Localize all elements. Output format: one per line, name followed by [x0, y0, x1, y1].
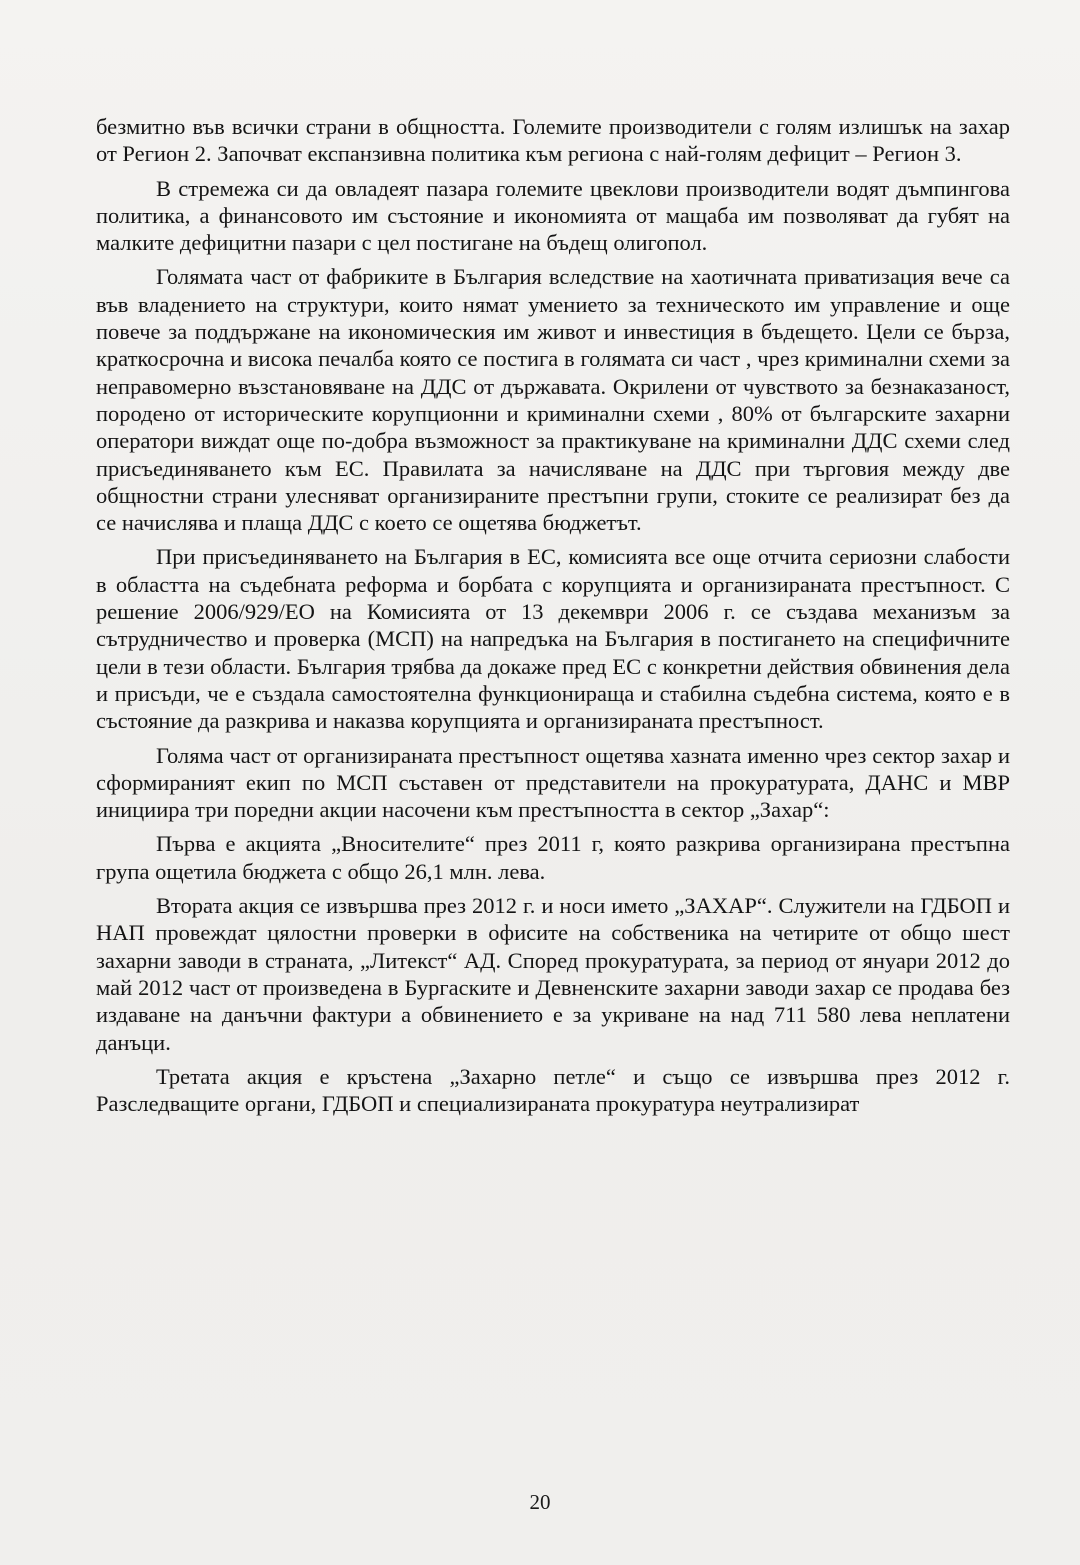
page-number: 20: [529, 1490, 551, 1514]
paragraph-third-action: Третата акция е кръстена „Захарно петле“ и също се извършва през 2012 г. Разследващите органи, ГДБОП и специализираната прокуратура неутрализират: [96, 1063, 1010, 1117]
paragraph-privatization: Голямата част от фабриките в България вследствие на хаотичната приватизация вече са във владението на структури, които нямат умението за техническото им управление и още повече за поддържане на икономическия им живот и инвестиция в бъдещето. Цели се бърза, краткосрочна и висока печалба която се постига в голямата си част , чрез криминални схеми за неправомерно възстановяване на ДДС от държавата. Окрилени от чувството за безнаказаност, породено от историческите корупционни и криминални схеми , 80% от българските захарни оператори виждат още по-добра възможност за практикуване на криминални ДДС схеми след присъединяването към ЕС. Правилата за начисляване на ДДС при търговия между две общностни страни улесняват организираните престъпни групи, стоките се реализират без да се начислява и плаща ДДС с което се ощетява бюджетът.: [96, 264, 1010, 536]
paragraph-continuation: безмитно във всички страни в общността. Големите производители с голям излишък на захар от Регион 2. Започват експанзивна политика към региона с най-голям дефицит – Регион 3.: [96, 114, 1010, 167]
paragraph-second-action: Втората акция се извършва през 2012 г. и носи името „ЗАХАР“. Служители на ГДБОП и НАП провеждат цялостни проверки в офисите на собственика на четирите от общо шест захарни заводи в страната, „Литекст“ АД. Според прокуратурата, за период от януари 2012 до май 2012 част от произведена в Бургаските и Девненските захарни заводи захар се продава без издаване на данъчни фактури а обвинението е за укриване на над 711 580 лева неплатени данъци.: [96, 893, 1010, 1055]
paragraph-first-action: Първа е акцията „Вносителите“ през 2011 г, която разкрива организирана престъпна група ощетила бюджета с общо 26,1 млн. лева.: [96, 831, 1010, 884]
body-text: [96, 113, 1010, 1124]
paragraph-eu-accession: При присъединяването на България в ЕС, комисията все още отчита сериозни слабости в областта на съдебната реформа и борбата с корупцията и организираната престъпност. С решение 2006/929/ЕО на Комисията от 13 декември 2006 г. се създава механизъм за сътрудничество и проверка (МСП) на напредъка на България в постигането на специфичните цели в тези области. България трябва да докаже пред ЕС с конкретни действия обвинения дела и присъди, че е създала самостоятелна функционираща и стабилна съдебна система, която е в състояние да разкрива и наказва корупцията и организираната престъпност.: [96, 544, 1010, 734]
paragraph-organized-crime: Голяма част от организираната престъпност ощетява хазната именно чрез сектор захар и сформираният екип по МСП съставен от представители на прокуратурата, ДАНС и МВР инициира три поредни акции насочени към престъпността в сектор „Захар“:: [96, 742, 1010, 823]
paragraph-dumping-policy: В стремежа си да овладеят пазара големите цвеклови производители водят дъмпингова политика, а финансовото им състояние и икономията от мащаба им позволяват да губят на малките дефицитни пазари с цел постигане на бъдещ олигопол.: [96, 175, 1010, 256]
